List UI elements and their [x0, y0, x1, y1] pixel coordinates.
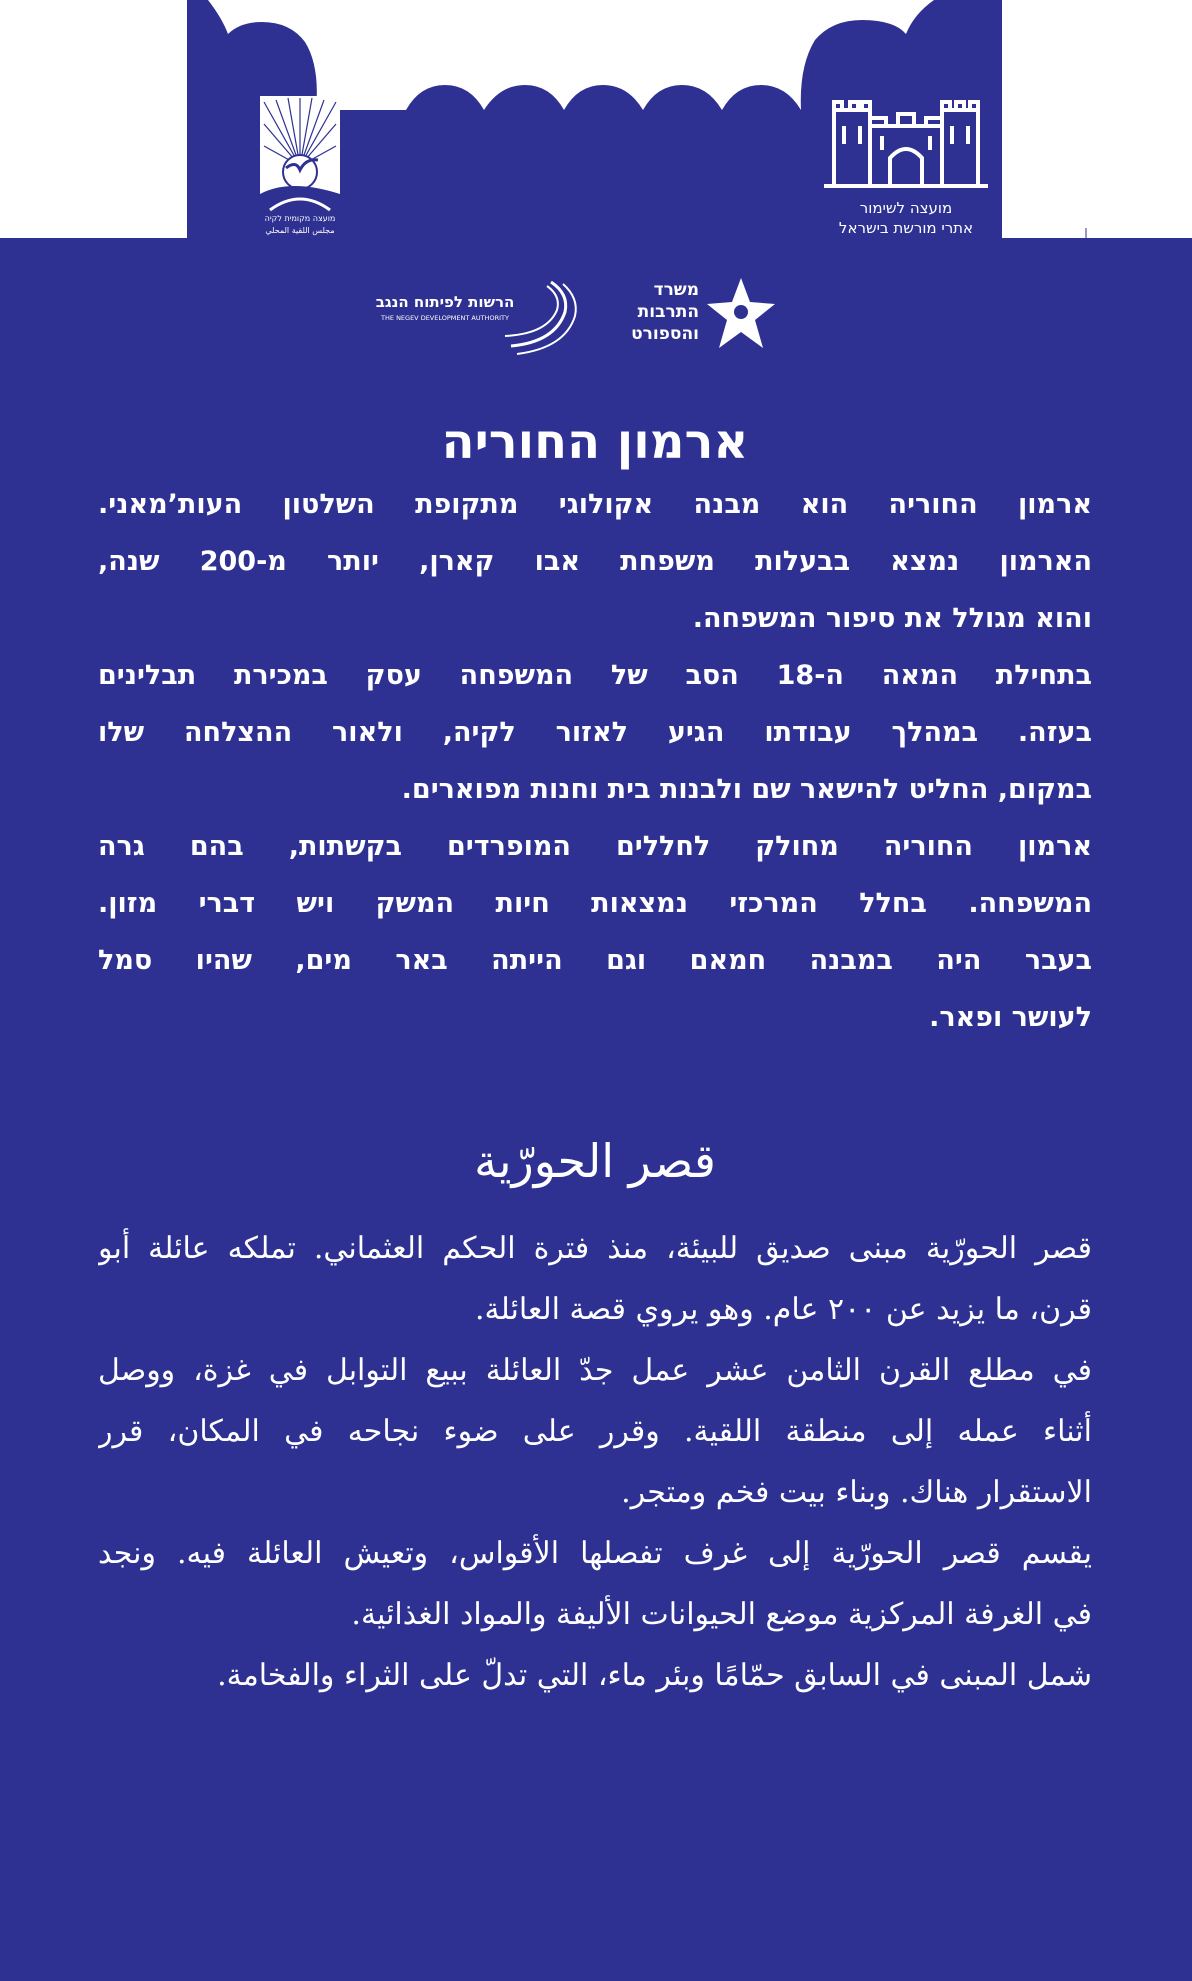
ministry-line2: התרבות: [637, 302, 699, 322]
hebrew-line: ארמון החוריה מחולק לחללים המופרדים בקשתות, בהם גרה: [98, 831, 1092, 862]
arabic-line: أثناء عمله إلى منطقة اللقية. وقرر على ضوء نجاحه في المكان، قرر: [98, 1414, 1092, 1449]
hebrew-line: ארמון החוריה הוא מבנה אקולוגי מתקופת השלטון העות’מאני.: [98, 489, 1092, 520]
heritage-caption-line1: מועצה לשימור: [859, 199, 953, 217]
ministry-culture-sport-logo: [615, 268, 780, 368]
arabic-line: قصر الحورّية مبنى صديق للبيئة، منذ فترة الحكم العثماني. تملكه عائلة أبو: [98, 1231, 1092, 1266]
lakiya-council-logo: [250, 94, 350, 244]
top-left-cut: [0, 0, 187, 238]
lakiya-caption-ar: مجلس اللقية المحلي: [265, 226, 335, 235]
heritage-building-icon: [806, 92, 1006, 192]
arabic-line: في الغرفة المركزية موضع الحيوانات الأليفة والمواد الغذائية.: [351, 1597, 1092, 1632]
heritage-council-logo: [806, 92, 1006, 242]
ministry-line1: משרד: [653, 280, 699, 300]
hebrew-line: בתחילת המאה ה-18 הסב של המשפחה עסק במכירת תבלינים: [98, 660, 1092, 691]
hebrew-line: בעזה. במהלך עבודתו הגיע לאזור לקיה, ולאור ההצלחה שלו: [98, 717, 1092, 748]
arabic-body: [98, 1218, 1092, 1706]
hebrew-line: המשפחה. בחלל המרכזי נמצאות חיות המשק ויש דברי מזון.: [98, 888, 1092, 919]
arabic-line: في مطلع القرن الثامن عشر عمل جدّ العائلة ببيع التوابل في غزة، ووصل: [98, 1353, 1092, 1388]
lakiya-caption-he: מועצה מקומית לקיה: [264, 214, 336, 223]
negev-name-en: THE NEGEV DEVELOPMENT AUTHORITY: [381, 314, 509, 322]
negev-authority-logo: [375, 276, 585, 360]
hebrew-body: [98, 476, 1092, 1046]
top-right-cut: [1002, 0, 1192, 238]
arabic-line: شمل المبنى في السابق حمّامًا وبئر ماء، التي تدلّ على الثراء والفخامة.: [217, 1658, 1092, 1693]
hebrew-line: במקום, החליט להישאר שם ולבנות בית וחנות מפוארים.: [401, 774, 1092, 805]
ministry-line3: והספורט: [631, 324, 699, 344]
arabic-line: الاستقرار هناك. وبناء بيت فخم ومتجر.: [621, 1475, 1092, 1510]
hebrew-title: ארמון החוריה: [441, 414, 749, 470]
hebrew-line: בעבר היה במבנה חמאם וגם הייתה באר מים, שהיו סמל: [98, 945, 1092, 976]
arabic-line: قرن، ما يزيد عن ٢٠٠ عام. وهو يروي قصة العائلة.: [475, 1292, 1092, 1327]
arabic-title: قصر الحورّية: [474, 1134, 716, 1188]
hebrew-line: והוא מגולל את סיפור המשפחה.: [692, 603, 1092, 634]
negev-name-he: הרשות לפיתוח הנגב: [375, 293, 515, 311]
hebrew-line: הארמון נמצא בבעלות משפחת אבו קארן, יותר מ-200 שנה,: [98, 546, 1092, 577]
star-figure-icon: [703, 272, 779, 368]
sunrise-bird-icon: [250, 94, 350, 212]
heritage-caption-line2: אתרי מורשת בישראל: [838, 219, 974, 237]
arabic-line: يقسم قصر الحورّية إلى غرف تفصلها الأقواس، وتعيش العائلة فيه. ونجد: [98, 1536, 1092, 1571]
hebrew-line: לעושר ופאר.: [929, 1002, 1092, 1033]
swoosh-icon: [503, 276, 583, 360]
